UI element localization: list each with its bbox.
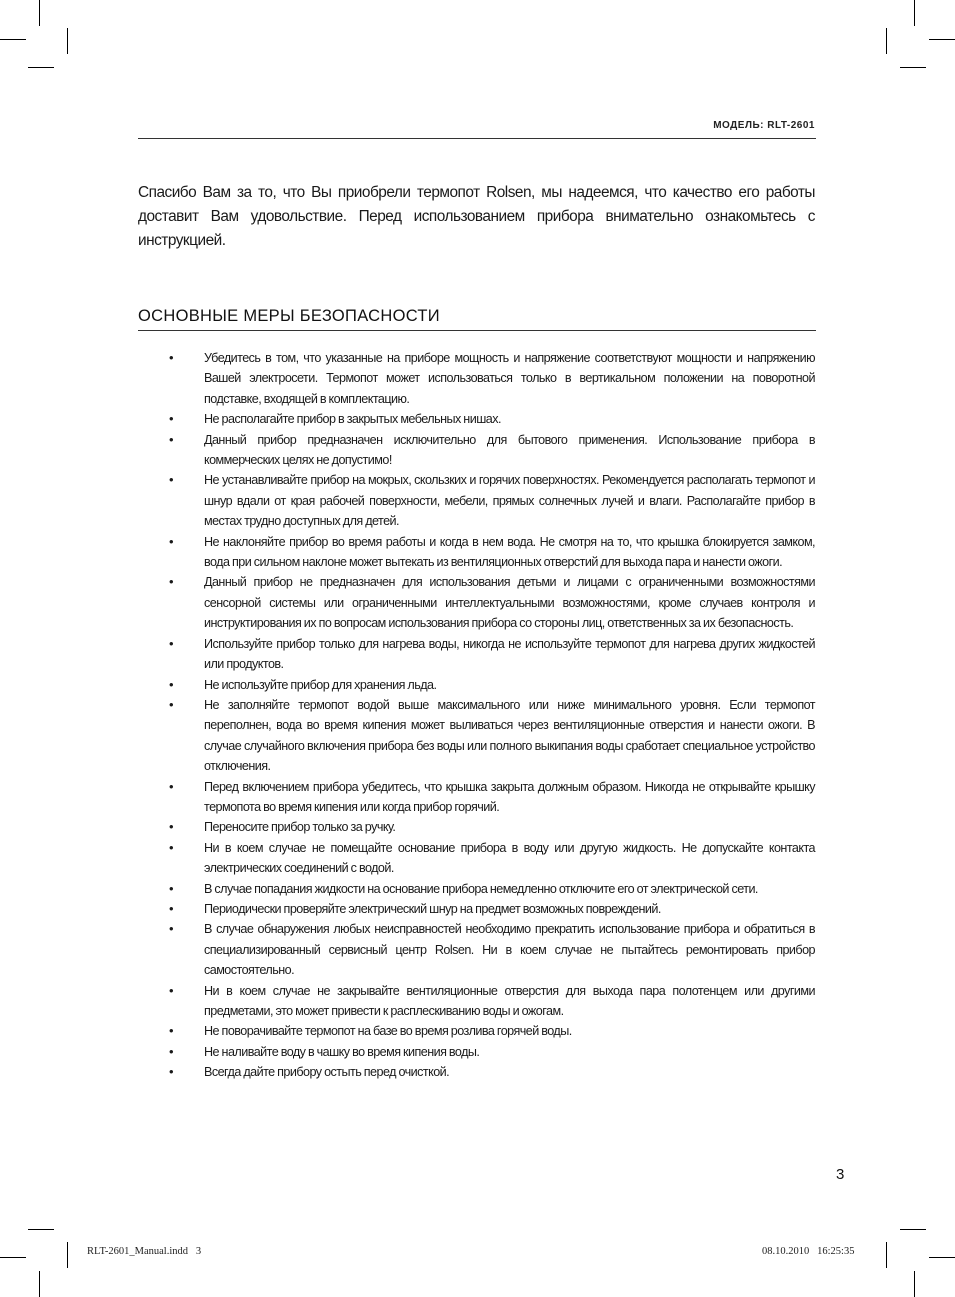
safety-list-item-text: Убедитесь в том, что указанные на приборе мощность и напряжение соответствуют мощности и напряжению Вашей электросети. Термопот может использоваться только в вертикальном положении на поворотной подставке, входящей в комплектацию. [204, 351, 815, 406]
safety-list-item [0, 470, 815, 531]
safety-list-item-text: Перед включением прибора убедитесь, что крышка закрыта должным образом. Никогда не открывайте крышку термопота во время кипения или когда прибор горячий. [204, 779, 815, 814]
bullet-icon: • [169, 819, 174, 835]
safety-list-item [0, 675, 815, 695]
bullet-icon: • [169, 431, 174, 447]
safety-list-item-text: Не заполняйте термопот водой выше максимального или ниже минимального уровня. Если термопот переполнен, вода во время кипения может выливаться через вентиляционные отверстия и нанести ожоги. В случае случайного включения прибора без воды или полного выкипания воды сработает специальное устройство отключения. [204, 697, 815, 774]
bullet-icon: • [169, 696, 174, 712]
header-divider [138, 138, 816, 139]
safety-list-item-text: Не наливайте воду в чашку во время кипения воды. [204, 1044, 480, 1059]
crop-mark [886, 1242, 887, 1268]
crop-mark [914, 0, 915, 26]
safety-list-item-text: Не располагайте прибор в закрытых мебельных нишах. [204, 412, 501, 427]
intro-paragraph: Спасибо Вам за то, что Вы приобрели термопот Rolsen, мы надеемся, что качество его работы доставит Вам удовольствие. Перед использованием прибора внимательно ознакомьтесь с инструкцией. [138, 184, 815, 249]
safety-list-item [0, 838, 815, 879]
bullet-icon: • [169, 900, 174, 916]
safety-list [0, 348, 955, 1083]
safety-list-item-text: Не наклоняйте прибор во время работы и когда в нем вода. Не смотря на то, что крышка блокируется замком, вода при сильном наклоне может вытекать из вентиляционных отверстий для выхода пара и нанести ожоги. [204, 534, 815, 570]
safety-list-item-text: Периодически проверяйте электрический шнур на предмет возможных повреждений. [204, 901, 661, 916]
bullet-icon: • [169, 839, 174, 855]
safety-list-item [0, 817, 815, 837]
safety-list-item-text: Не устанавливайте прибор на мокрых, скользких и горячих поверхностях. Рекомендуется располагать термопот и шнур вдали от края рабочей поверхности, мебели, прямых солнечных лучей и влаги. Располагайте прибор в местах трудно доступных для детей. [204, 473, 815, 529]
bullet-icon: • [169, 411, 174, 427]
safety-list-item [0, 430, 815, 471]
safety-list-item-text: Не поворачивайте термопот на базе во время розлива горячей воды. [204, 1024, 572, 1039]
bullet-icon: • [169, 880, 174, 896]
safety-list-item [0, 899, 815, 919]
bullet-icon: • [169, 1043, 174, 1059]
safety-list-item [0, 532, 815, 573]
safety-list-item [0, 1062, 815, 1082]
safety-list-item-text: Ни в коем случае не помещайте основание прибора в воду или другую жидкость. Не допускайте контакта электрических соединений с водой. [204, 840, 815, 876]
safety-list-item [0, 572, 815, 633]
safety-list-item-text: В случае обнаружения любых неисправностей необходимо прекратить использование прибора и обратиться в специализированный сервисный центр Rolsen. Ни в коем случае не пытайтесь ремонтировать прибор самостоятельно. [204, 922, 815, 978]
crop-mark [0, 39, 26, 40]
crop-mark [929, 39, 955, 40]
safety-list-item [0, 348, 815, 409]
safety-list-item [0, 879, 815, 899]
safety-list-item [0, 981, 815, 1022]
bullet-icon: • [169, 472, 174, 488]
bullet-icon: • [169, 676, 174, 692]
bullet-icon: • [169, 778, 174, 794]
safety-list-item-text: В случае попадания жидкости на основание прибора немедленно отключите его от электрической сети. [204, 881, 758, 896]
safety-list-item-text: Не используйте прибор для хранения льда. [204, 677, 437, 692]
crop-mark [900, 1229, 926, 1230]
bullet-icon: • [169, 635, 174, 651]
safety-list-item [0, 777, 815, 818]
crop-mark [900, 67, 926, 68]
safety-list-item [0, 409, 815, 429]
safety-list-item [0, 634, 815, 675]
crop-mark [67, 1242, 68, 1268]
crop-mark [39, 1271, 40, 1297]
crop-mark [28, 1229, 54, 1230]
crop-mark [67, 28, 68, 54]
safety-list-item [0, 1021, 815, 1041]
crop-mark [28, 67, 54, 68]
safety-list-item [0, 919, 815, 980]
section-title: ОСНОВНЫЕ МЕРЫ БЕЗОПАСНОСТИ [138, 307, 440, 325]
footer-timestamp: 08.10.2010 16:25:35 [762, 1246, 855, 1257]
crop-mark [39, 0, 40, 26]
safety-list-item-text: Данный прибор не предназначен для использования детьми и лицами с ограниченными возможностями сенсорной системы или ограниченными интеллектуальными возможностями, кроме случаев контроля и инструктирования их по вопросам использования прибора со стороны лиц, ответственных за их безопасность. [204, 575, 815, 631]
bullet-icon: • [169, 533, 174, 549]
bullet-icon: • [169, 350, 174, 365]
section-divider [138, 330, 816, 331]
bullet-icon: • [169, 1064, 174, 1080]
crop-mark [914, 1271, 915, 1297]
safety-list-item-text: Всегда дайте прибору остыть перед очисткой. [204, 1065, 450, 1080]
crop-mark [0, 1257, 26, 1258]
bullet-icon: • [169, 982, 174, 998]
crop-mark [886, 28, 887, 54]
safety-list-item [0, 695, 815, 777]
safety-list-item-text: Используйте прибор только для нагрева воды, никогда не используйте термопот для нагрева других жидкостей или продуктов. [204, 636, 815, 672]
bullet-icon: • [169, 921, 174, 937]
model-header: МОДЕЛЬ: RLT-2601 [713, 120, 815, 131]
footer-file-name: RLT-2601_Manual.indd 3 [87, 1246, 202, 1257]
bullet-icon: • [169, 1023, 174, 1039]
crop-mark [929, 1257, 955, 1258]
page-number: 3 [836, 1166, 845, 1183]
safety-list-item-text: Данный прибор предназначен исключительно для бытового применения. Использование прибора в коммерческих целях не допустимо! [204, 432, 815, 468]
safety-list-item-text: Ни в коем случае не закрывайте вентиляционные отверстия для выхода пара полотенцем или другими предметами, это может привести к расплескиванию воды и ожогам. [204, 983, 815, 1018]
safety-list-item [0, 1042, 815, 1062]
safety-list-item-text: Переносите прибор только за ручку. [204, 820, 396, 835]
bullet-icon: • [169, 574, 174, 590]
